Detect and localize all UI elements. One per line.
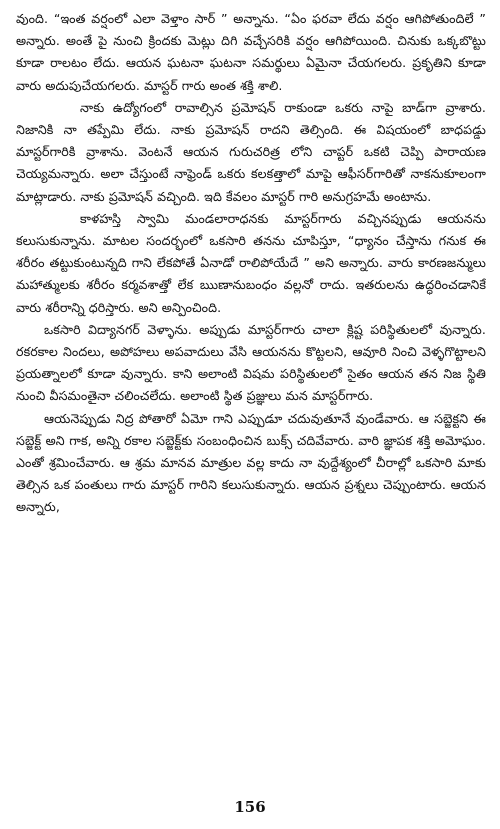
paragraph-2: నాకు ఉద్యోగంలో రావాల్సిన ప్రమోషన్ రాకుండా ఒకరు నాపై బాడ్‌గా వ్రాశారు. నిజానికి నా తప్పేమి లేదు. నాకు ప్రమోషన్ రాదని తెల్సింది. ఈ విషయంలో బాధపడ్డు మాస్టర్‌గారికి వ్రాశాను. వెంటనే ఆయన గురుచరిత్ర లోని చాప్టర్ ఒకటి చెప్పి పారాయణ చెయ్యమన్నారు. అలా చేస్తుంటే నాఫ్రెండ్ ఒకరు కలకత్తాలో మాపై ఆఫీసర్‌గారితో నాకనుకూలంగా మాట్లాడారు. నాకు ప్రమోషన్ వచ్చింది. ఇది కేవలం మాస్టర్ గారి అనుగ్రహమే అంటాను. (16, 99, 486, 204)
paragraph-1: వుంది. “ఇంత వర్షంలో ఎలా వెళ్తాం సార్ ” అన్నాను. “ఏం ఫరవా లేదు వర్షం ఆగిపోతుందిలే ” అన్నారు. అంతే పై నుంచి క్రిందకు మెట్లు దిగి వచ్చేసరికి వర్షం ఆగిపోయింది. చినుకు ఒక్కబొట్టు కూడా రాలటం లేదు. ఆయన ఘటనా ఘటనా సమర్థులు ఏమైనా చేయగలరు. ప్రకృతిని కూడా వారు అదుపుచేయగలరు. మాస్టర్ గారు అంత శక్తి శాలి. (16, 11, 486, 93)
page-body (16, 8, 486, 519)
paragraph-5: ఆయనెప్పుడు నిద్ర పోతారో ఏమో గాని ఎప్పుడూ చదువుతూనే వుండేవారు. ఆ సబ్జెక్టని ఈ సబ్జెక్ట్ అని గాక, అన్ని రకాల సబ్జెక్ట్‌కు సంబంధించిన బుక్స్ చదివేవారు. వారి జ్ఞాపక శక్తి అమోఘం. ఎంతో శ్రమించేవారు. ఆ శ్రమ మానవ మాత్రుల వల్ల కాదు నా వుద్దేశ్యంలో చీరాల్లో ఒకసారి మాకు తెల్సిన ఒక పంతులు గారు మాస్టర్ గారిని కలుసుకున్నారు. ఆయన ప్రశ్నలు చెప్పుంటారు. ఆయన అన్నారు, (16, 410, 486, 515)
page-number: 156 (234, 798, 266, 816)
paragraph-3: కాళహస్తి స్వామి మండలారాధనకు మాస్టర్‌గారు వచ్చినప్పుడు ఆయనను కలుసుకున్నాను. మాటల సందర్భంలో ఒకసారి తనను చూపిస్తూ, “ధ్యానం చేస్తాను గనుక ఈ శరీరం తట్టుకుంటున్నది గాని లేకపోతే ఏనాడో రాలిపోయేదే ” అని అన్నారు. వారు కారణజన్ములు మహాత్ములకు శరీరం కర్మవశాత్తో లేక ఋణానుబంధం వల్లనో రాదు. ఇతరులను ఉద్ధరించడానికే వారు శరీరాన్ని ధరిస్తారు. అని అన్పించింది. (16, 210, 486, 315)
paragraph-4: ఒకసారి విద్యానగర్ వెళ్ళాను. అప్పుడు మాస్టర్‌గారు చాలా క్లిష్ట పరిస్థితులలో వున్నారు. రకరకాల నిందలు, అపోహలు అపవాదులు వేసి ఆయనను కొట్టలని, ఆవూరి నించి వెళ్ళగొట్టాలని ప్రయత్నాలలో కూడా వున్నారు. కాని అలాంటి విషమ పరిస్థితులలో సైతం ఆయన తన నిజ స్థితి నుంచి వీసమంతైనా చలించలేదు. అలాంటి స్థిత ప్రజ్ఞులు మన మాస్టర్‌గారు. (16, 321, 486, 404)
